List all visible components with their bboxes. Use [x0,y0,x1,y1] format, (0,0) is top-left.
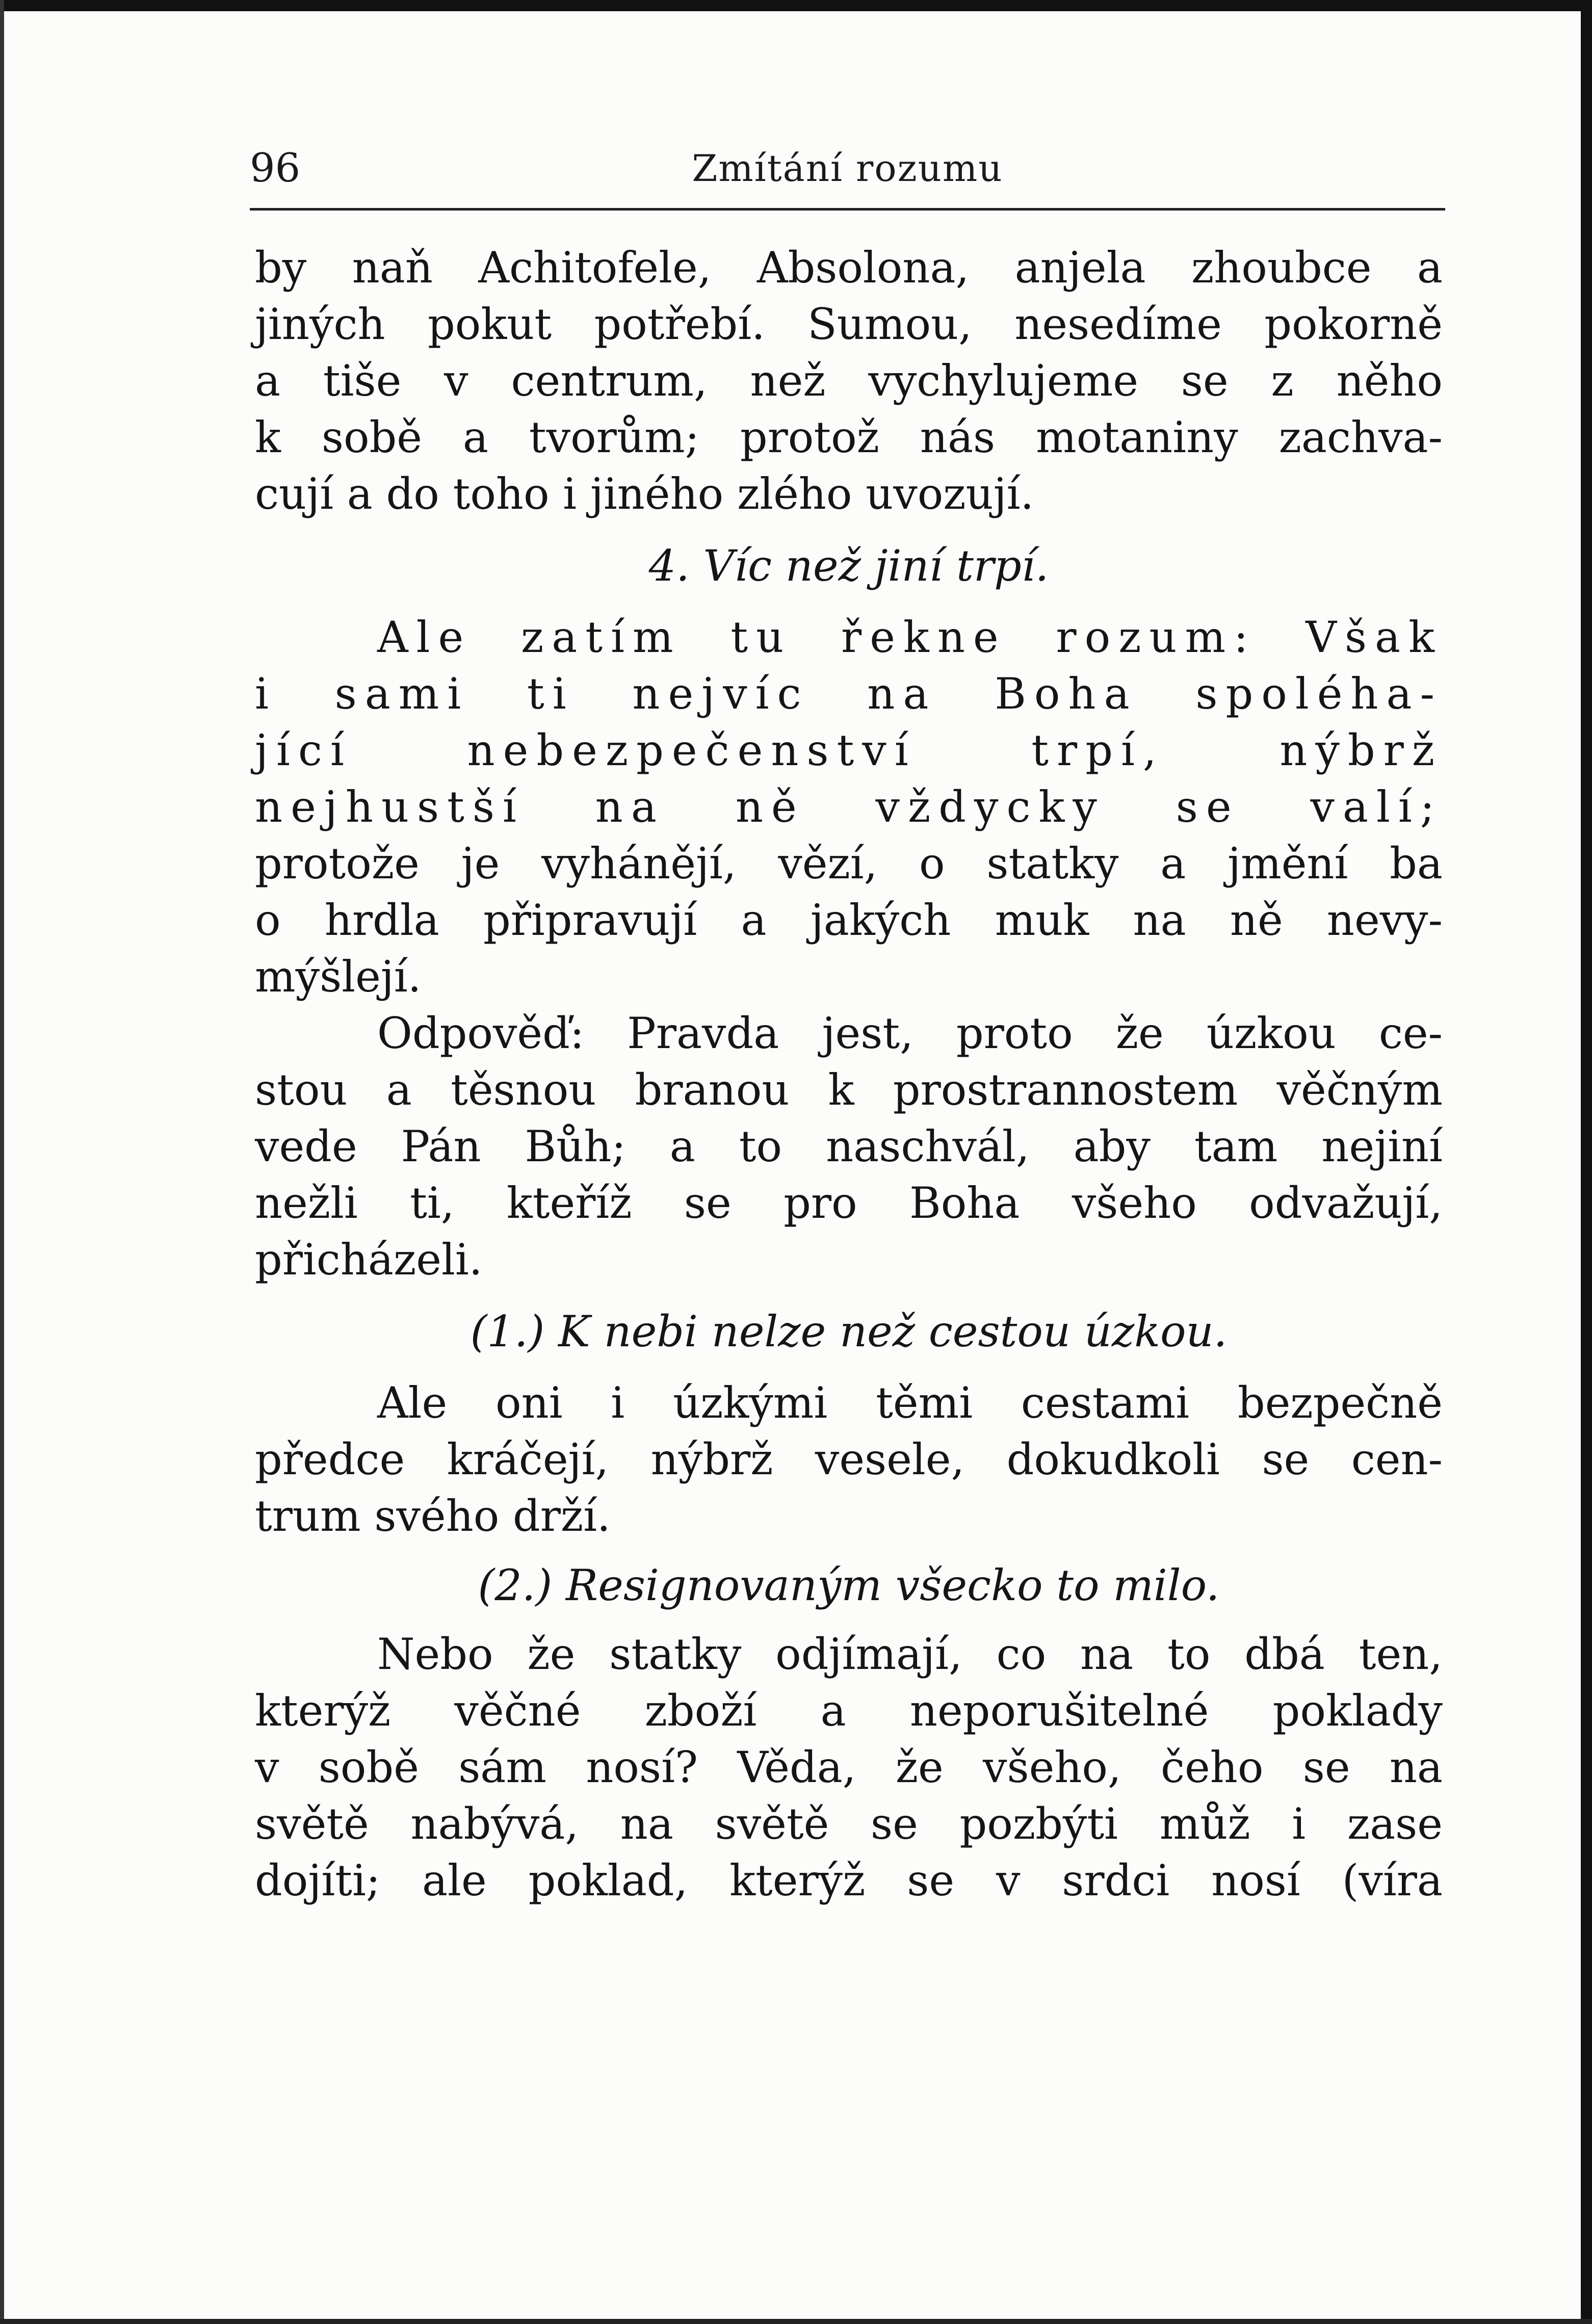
text-line: vede Pán Bůh; a to naschvál, aby tam nejiní [255,1121,1443,1171]
body-text [255,240,1443,1909]
text-line: nejhustší na ně vždycky se valí; [255,782,1443,832]
text-line: přicházeli. [255,1235,483,1285]
paragraph-5 [255,1626,1443,1909]
scan-edge-bottom [0,2319,1592,2324]
text-line: jiných pokut potřebí. Sumou, nesedíme pokorně [255,299,1443,349]
text-line: Ale oni i úzkými těmi cestami bezpečně [377,1378,1443,1428]
text-line: stou a těsnou branou k prostrannostem věčným [255,1065,1443,1115]
running-head [250,140,1445,201]
paragraph-3 [255,1005,1443,1288]
text-line: dojíti; ale poklad, kterýž se v srdci nosí (víra [255,1856,1443,1905]
paragraph-4 [255,1375,1443,1545]
text-line: i sami ti nejvíc na Boha spoléha- [255,669,1443,719]
text-line: předce kráčejí, nýbrž vesele, dokudkoli se cen- [255,1434,1443,1484]
text-line: o hrdla připravují a jakých muk na ně nevy- [255,895,1443,945]
text-line: světě nabývá, na světě se pozbýti můž i zase [255,1799,1443,1849]
header-rule [250,208,1445,211]
section-heading-4: 4. Víc než jiní trpí. [648,541,1049,591]
paragraph-1 [255,240,1443,523]
section-heading-2: (2.) Resignovaným všecko to milo. [478,1560,1220,1610]
text-line: nežli ti, kteříž se pro Boha všeho odvažují, [255,1178,1443,1228]
text-line: mýšlejí. [255,952,422,1002]
text-line: kterýž věčné zboží a neporušitelné poklady [255,1686,1443,1736]
text-line: Ale zatím tu řekne rozum: Však [377,612,1443,662]
text-line: k sobě a tvorům; protož nás motaniny zachva- [255,412,1443,462]
page-number: 96 [250,145,301,191]
scan-edge-top [0,0,1592,11]
text-line: a tiše v centrum, než vychylujeme se z něho [255,356,1443,406]
paragraph-2 [255,609,1443,1005]
text-line: cují a do toho i jiného zlého uvozují. [255,469,1034,519]
text-line: protože je vyhánějí, vězí, o statky a jmění ba [255,839,1443,889]
text-line: Odpověď: Pravda jest, proto že úzkou ce- [377,1008,1443,1058]
text-line: jící nebezpečenství trpí, nýbrž [255,725,1443,775]
text-line: trum svého drží. [255,1491,611,1541]
text-line: v sobě sám nosí? Věda, že všeho, čeho se na [255,1742,1443,1792]
scan-edge-right [1581,0,1592,2324]
text-line: Nebo že statky odjímají, co na to dbá ten, [377,1629,1443,1679]
running-title: Zmítání rozumu [692,147,1003,190]
text-line: by naň Achitofele, Absolona, anjela zhoubce a [255,243,1443,293]
section-heading-1: (1.) K nebi nelze než cestou úzkou. [470,1307,1228,1356]
scan-edge-left [0,0,4,2324]
